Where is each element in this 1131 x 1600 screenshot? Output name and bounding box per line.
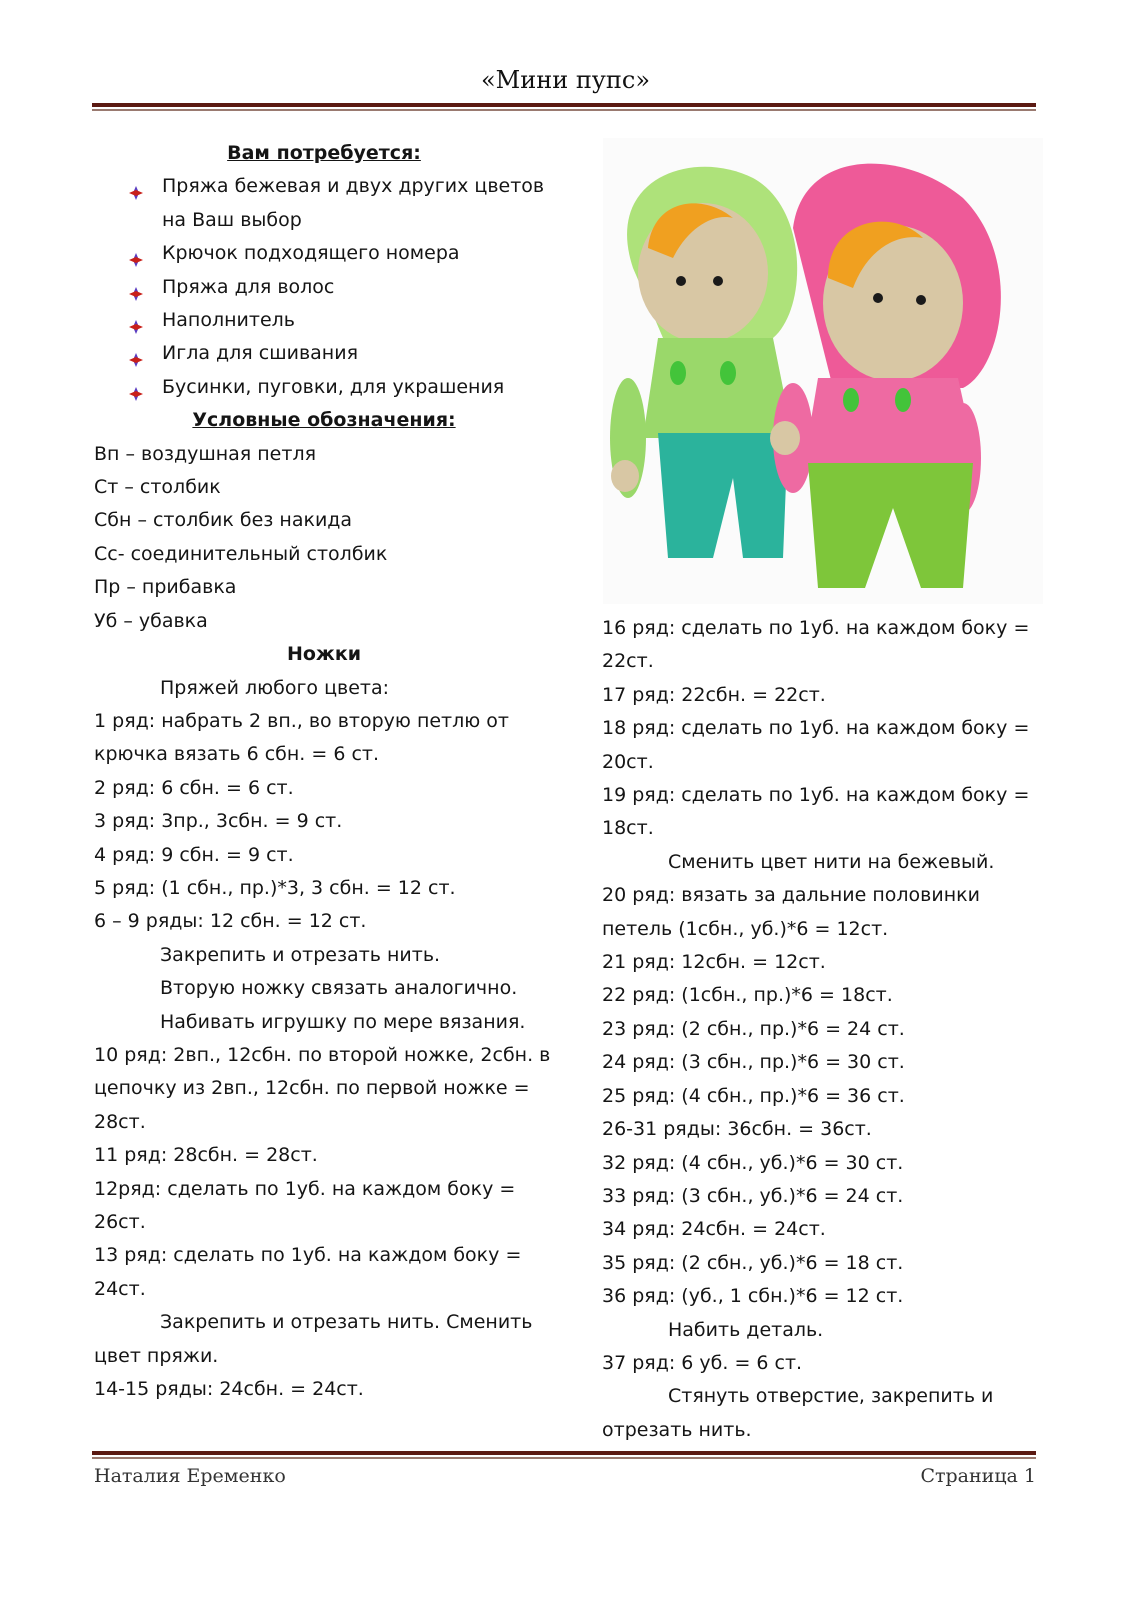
instruction-line: 35 ряд: (2 сбн., уб.)*6 = 18 ст. [602,1251,904,1274]
instruction-line: 4 ряд: 9 сбн. = 9 ст. [94,843,294,866]
instruction-line: 13 ряд: сделать по 1уб. на каждом боку = [94,1244,522,1267]
instruction-line: цепочку из 2вп., 12сбн. по первой ножке = [94,1077,530,1100]
instruction-line: Закрепить и отрезать нить. [160,943,441,966]
instruction-line: 17 ряд: 22сбн. = 22ст. [602,683,826,706]
right-column [602,612,1042,1447]
footer-author: Наталия Еременко [94,1465,286,1487]
legend-item: Уб – убавка [94,609,208,632]
instruction-line: 26-31 ряды: 36сбн. = 36ст. [602,1118,872,1141]
instruction-line: 5 ряд: (1 сбн., пр.)*3, 3 сбн. = 12 ст. [94,876,456,899]
instruction-line: 20ст. [602,750,654,773]
instruction-line: 12ряд: сделать по 1уб. на каждом боку = [94,1177,516,1200]
list-item: Игла для сшивания [94,337,554,370]
instruction-line: Вторую ножку связать аналогично. [160,977,518,1000]
instruction-line: 6 – 9 ряды: 12 сбн. = 12 ст. [94,910,367,933]
list-item: Крючок подходящего номера [94,237,554,270]
legend-item: Сбн – столбик без накида [94,509,353,532]
instruction-line: 22ст. [602,650,654,673]
instruction-line: 11 ряд: 28сбн. = 28ст. [94,1144,318,1167]
instruction-line: отрезать нить. [602,1418,752,1441]
instruction-line: Закрепить и отрезать нить. Сменить [160,1311,533,1334]
instruction-line: 18ст. [602,817,654,840]
instruction-line: 28ст. [94,1110,146,1133]
instruction-line: 10 ряд: 2вп., 12сбн. по второй ножке, 2сбн. в [94,1043,551,1066]
bullet-icon [128,380,144,413]
footer-divider [92,1451,1036,1459]
instruction-line: Набивать игрушку по мере вязания. [160,1010,526,1033]
instruction-line: 24ст. [94,1277,146,1300]
list-item: Пряжа для волос [94,271,554,304]
list-item: Наполнитель [94,304,554,337]
materials-list [94,170,554,404]
instruction-line: 23 ряд: (2 сбн., пр.)*6 = 24 ст. [602,1017,905,1040]
list-item: Пряжа бежевая и двух других цветов [94,170,554,203]
instruction-line: 32 ряд: (4 сбн., уб.)*6 = 30 ст. [602,1151,904,1174]
instruction-line: 33 ряд: (3 сбн., уб.)*6 = 24 ст. [602,1184,904,1207]
list-item: Бусинки, пуговки, для украшения [94,371,554,404]
legend-item: Пр – прибавка [94,576,237,599]
instruction-line: 2 ряд: 6 сбн. = 6 ст. [94,776,294,799]
legend-heading: Условные обозначения: [192,409,456,432]
instruction-line: 34 ряд: 24сбн. = 24ст. [602,1218,826,1241]
instruction-line: Стянуть отверстие, закрепить и [668,1385,994,1408]
instruction-line: 26ст. [94,1211,146,1233]
instruction-line: 20 ряд: вязать за дальние половинки [602,884,980,907]
instruction-line: петель (1сбн., уб.)*6 = 12ст. [602,917,889,940]
instruction-line: 37 ряд: 6 уб. = 6 ст. [602,1351,803,1374]
list-item-continuation: на Ваш выбор [162,208,302,231]
instruction-line: 16 ряд: сделать по 1уб. на каждом боку = [602,617,1030,639]
instruction-line: Сменить цвет нити на бежевый. [668,850,995,873]
legs-heading: Ножки [286,643,362,666]
materials-heading: Вам потребуется: [227,142,421,164]
instruction-line: 18 ряд: сделать по 1уб. на каждом боку = [602,717,1030,740]
legend-item: Сс- соединительный столбик [94,542,388,565]
instruction-line: 14-15 ряды: 24сбн. = 24ст. [94,1378,364,1401]
legend-item: Вп – воздушная петля [94,442,317,465]
footer-page-number: Страница 1 [920,1465,1036,1487]
left-column [94,137,554,1406]
instruction-line: 25 ряд: (4 сбн., пр.)*6 = 36 ст. [602,1084,905,1107]
instruction-line: 1 ряд: набрать 2 вп., во вторую петлю от [94,709,509,732]
instruction-line: 3 ряд: 3пр., 3сбн. = 9 ст. [94,810,343,833]
header-divider [92,103,1036,111]
instruction-line: крючка вязать 6 сбн. = 6 ст. [94,743,380,766]
instruction-line: Пряжей любого цвета: [160,676,390,699]
instruction-line: 36 ряд: (уб., 1 сбн.)*6 = 12 ст. [602,1285,904,1308]
instruction-line: цвет пряжи. [94,1344,219,1367]
instruction-line: 24 ряд: (3 сбн., пр.)*6 = 30 ст. [602,1051,905,1074]
instruction-line: 22 ряд: (1сбн., пр.)*6 = 18ст. [602,984,893,1007]
instruction-line: 19 ряд: сделать по 1уб. на каждом боку = [602,784,1030,807]
doll-photo [603,138,1043,604]
page-title: «Мини пупс» [480,66,651,94]
instruction-line: Набить деталь. [668,1318,824,1341]
legend-item: Ст – столбик [94,476,221,499]
instruction-line: 21 ряд: 12сбн. = 12ст. [602,951,826,974]
